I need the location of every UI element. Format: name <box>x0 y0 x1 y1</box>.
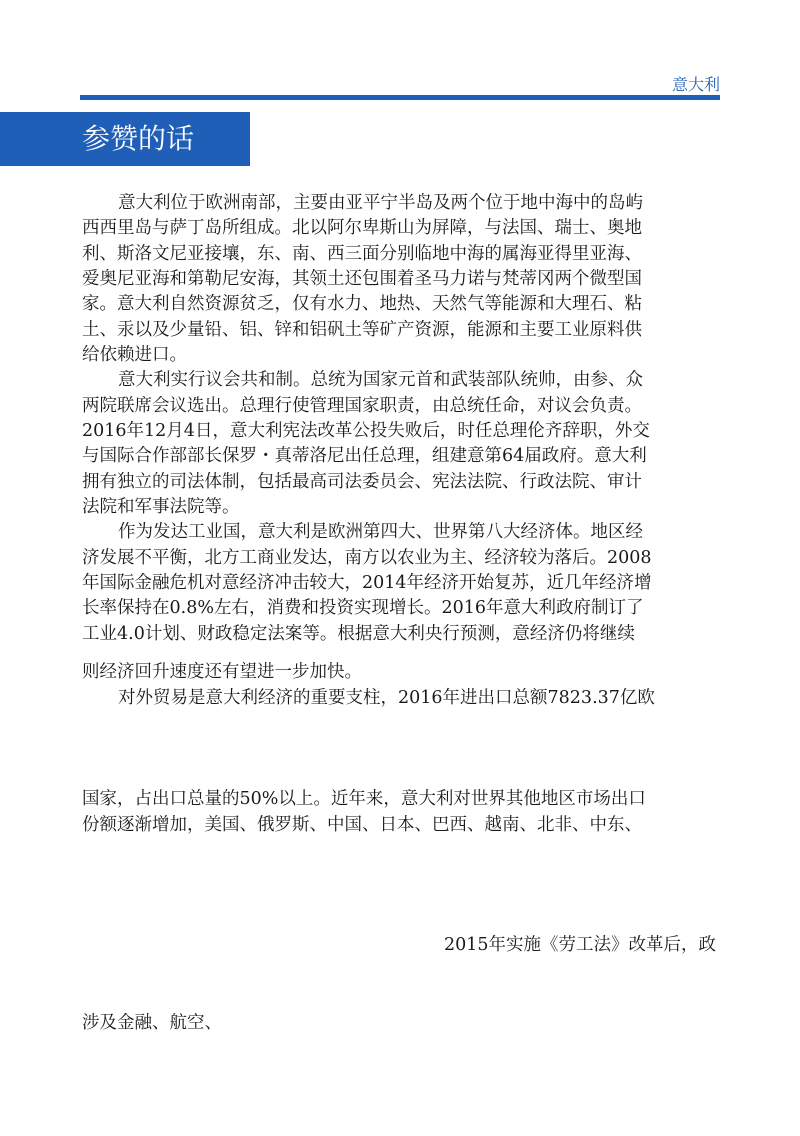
section-title: 参赞的话 <box>82 123 195 154</box>
body-line: 工业4.0计划、财政稳定法案等。根据意大利央行预测，意经济仍将继续 <box>82 624 635 644</box>
body-line: 两院联席会议选出。总理行使管理国家职责，由总统任命，对议会负责。 <box>82 396 642 416</box>
body-line: 意大利实行议会共和制。总统为国家元首和武装部队统帅，由参、众 <box>118 370 643 390</box>
body-line: 2016年12月4日，意大利宪法改革公投失败后，时任总理伦齐辞职，外交 <box>82 421 650 441</box>
body-line: 给依赖进口。 <box>82 345 187 365</box>
body-line: 涉及金融、航空、 <box>82 1013 222 1033</box>
body-line: 与国际合作部部长保罗・真蒂洛尼出任总理，组建意第64届政府。意大利 <box>82 446 647 466</box>
body-line: 家。意大利自然资源贫乏，仅有水力、地热、天然气等能源和大理石、粘 <box>82 294 642 314</box>
body-line: 爱奥尼亚海和第勒尼安海，其领土还包围着圣马力诺与梵蒂冈两个微型国 <box>82 269 642 289</box>
body-line: 土、汞以及少量铅、铝、锌和铝矾土等矿产资源，能源和主要工业原料供 <box>82 320 642 340</box>
body-line: 作为发达工业国，意大利是欧洲第四大、世界第八大经济体。地区经 <box>118 522 643 542</box>
body-line: 长率保持在0.8%左右，消费和投资实现增长。2016年意大利政府制订了 <box>82 598 644 618</box>
body-line: 意大利位于欧洲南部，主要由亚平宁半岛及两个位于地中海中的岛屿 <box>118 193 643 213</box>
body-line: 西西里岛与萨丁岛所组成。北以阿尔卑斯山为屏障，与法国、瑞士、奥地 <box>82 218 642 238</box>
section-banner <box>0 112 250 166</box>
header-country-label: 意大利 <box>671 77 720 94</box>
body-line: 年国际金融危机对意经济冲击较大，2014年经济开始复苏，近几年经济增 <box>82 573 652 593</box>
body-line: 对外贸易是意大利经济的重要支柱，2016年进出口总额7823.37亿欧 <box>118 688 655 708</box>
body-line: 法院和军事法院等。 <box>82 497 240 517</box>
body-line: 利、斯洛文尼亚接壤，东、南、西三面分别临地中海的属海亚得里亚海、 <box>82 244 642 264</box>
body-line: 拥有独立的司法体制，包括最高司法委员会、宪法法院、行政法院、审计 <box>82 472 642 492</box>
body-line: 则经济回升速度还有望进一步加快。 <box>82 662 362 682</box>
body-line: 济发展不平衡，北方工商业发达，南方以农业为主、经济较为落后。2008 <box>82 548 652 568</box>
body-line: 国家，占出口总量的50%以上。近年来，意大利对世界其他地区市场出口 <box>82 789 646 809</box>
body-line: 份额逐渐增加，美国、俄罗斯、中国、日本、巴西、越南、北非、中东、 <box>82 815 642 835</box>
body-line: 2015年实施《劳工法》改革后，政 <box>443 935 716 955</box>
header-rule <box>80 95 720 100</box>
